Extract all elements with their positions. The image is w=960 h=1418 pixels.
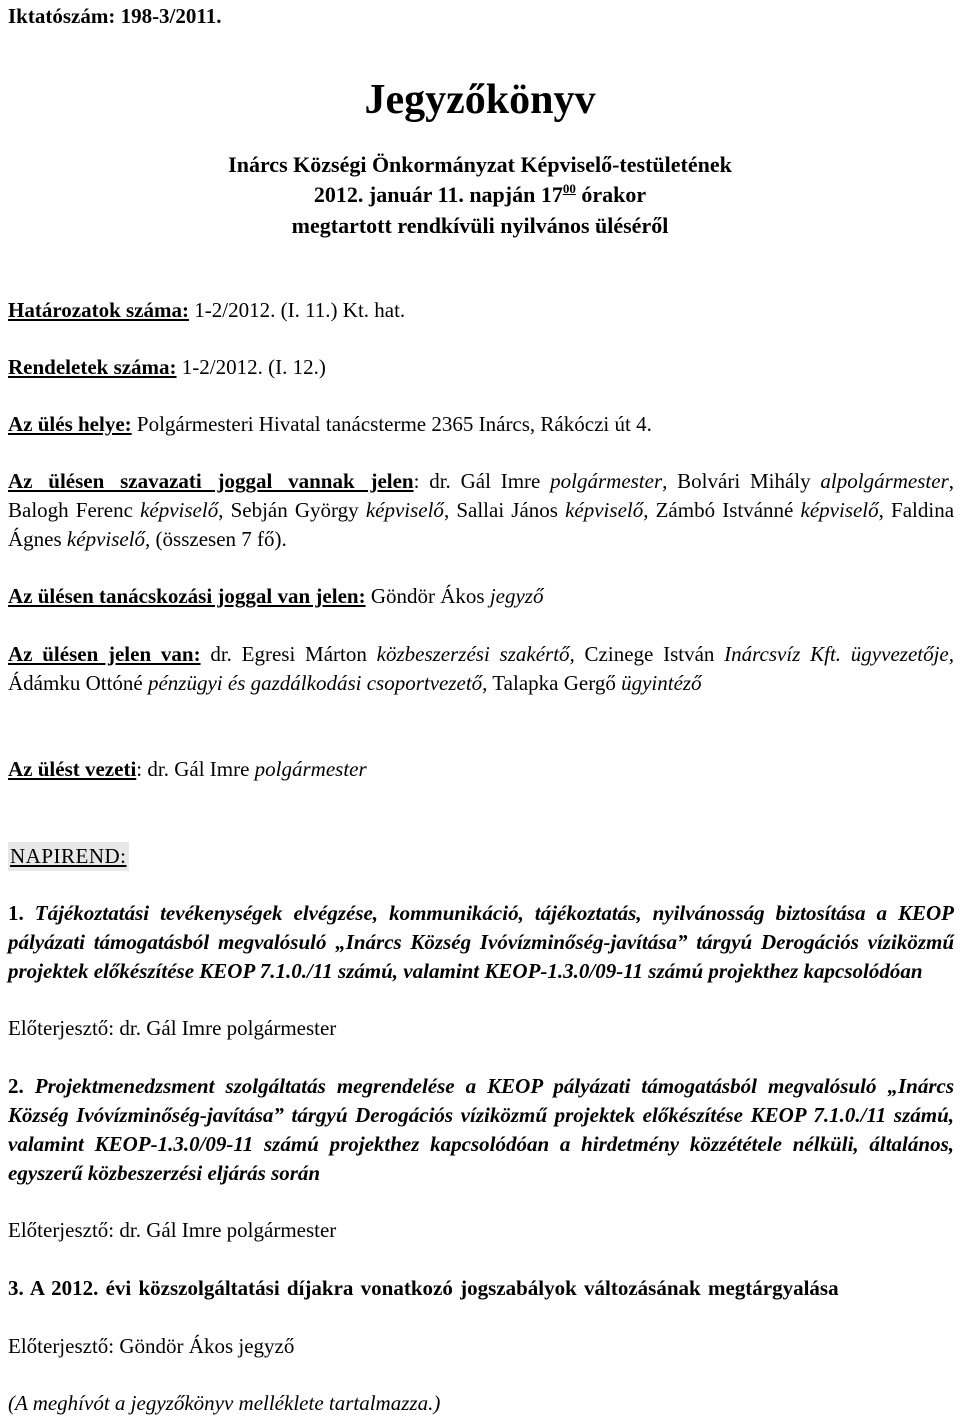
decrees-value: 1-2/2012. (I. 12.) (176, 355, 326, 379)
present-paragraph: Az ülésen jelen van: dr. Egresi Márton közbeszerzési szakértő, Czinege István Inárcsvíz Kft. ügyvezetője, Ádámku Ottóné pénzügyi és gazdálkodási csoportvezető, Talapka Gergő ügyintéző (8, 642, 954, 695)
agenda-heading: NAPIREND: (8, 842, 954, 871)
voting-members-paragraph: Az ülésen szavazati joggal vannak jelen: dr. Gál Imre polgármester, Bolvári Mihály alpolgármester, Balogh Ferenc képviselő, Sebján György képviselő, Sallai János képviselő, Zámbó Istvánné képviselő, Faldina Ágnes képviselő, (összesen 7 fő). (8, 469, 955, 551)
agenda-item-number: 1. (8, 901, 24, 925)
agenda-item-3-presenter: Előterjesztő: Göndör Ákos jegyző (8, 1334, 295, 1358)
subtitle-line-2: 2012. január 11. napján $17^{00}$ órakor (313, 181, 647, 207)
reference-number: Iktatószám: 198-3/2011. (8, 4, 222, 28)
agenda-item-2: 2. Projektmenedzsment szolgáltatás megrendelése a KEOP pályázati támogatásból megvalósuló „Inárcs Község Ivóvízminőség-javítása” tárgyú Derogációs víziközmű projektek előkészítése KEOP 7.1.0./11 számú, valamint KEOP-1.3.0/09-11 számú projekthez kapcsolódóan a hirdetmény közzététele nélküli, általános, egyszerű közbeszerzési eljárás során (8, 1074, 955, 1185)
agenda-item-3: 3. A 2012. évi közszolgáltatási díjakra vonatkozó jogszabályok változásának megtárgyalása (8, 1276, 839, 1300)
subtitle-line-1: Inárcs Községi Önkormányzat Képviselő-testületének (228, 152, 732, 177)
venue-line (8, 410, 954, 439)
agenda-item-number: 3. (8, 1276, 24, 1300)
resolutions-line (8, 296, 954, 325)
agenda-item-1-presenter: Előterjesztő: dr. Gál Imre polgármester (8, 1016, 337, 1040)
resolutions-label: Határozatok száma: (8, 298, 189, 322)
chair-line: Az ülést vezeti: dr. Gál Imre polgármester (8, 757, 367, 781)
advisory-line: Az ülésen tanácskozási joggal van jelen: Göndör Ákos jegyző (8, 584, 544, 608)
venue-value: Polgármesteri Hivatal tanácsterme 2365 Inárcs, Rákóczi út 4. (131, 412, 652, 436)
document-title: Jegyzőkönyv (364, 77, 596, 123)
agenda-item-number: 2. (8, 1074, 24, 1098)
resolutions-value: 1-2/2012. (I. 11.) Kt. hat. (189, 298, 406, 322)
attachment-note: (A meghívót a jegyzőkönyv melléklete tartalmazza.) (8, 1391, 441, 1415)
agenda-item-2-presenter: Előterjesztő: dr. Gál Imre polgármester (8, 1218, 337, 1242)
subtitle-line-3: megtartott rendkívüli nyilvános üléséről (291, 213, 669, 238)
venue-label: Az ülés helye: (8, 412, 132, 436)
agenda-item-1: 1. Tájékoztatási tevékenységek elvégzése, kommunikáció, tájékoztatás, nyilvánosság biztosítása a KEOP pályázati támogatásból megvalósuló „Inárcs Község Ivóvízminőség-javítása” tárgyú Derogációs víziközmű projektek előkészítése KEOP 7.1.0./11 számú, valamint KEOP-1.3.0/09-11 számú projekthez kapcsolódóan (8, 901, 954, 983)
decrees-label: Rendeletek száma: (8, 355, 177, 379)
decrees-line (8, 353, 954, 382)
